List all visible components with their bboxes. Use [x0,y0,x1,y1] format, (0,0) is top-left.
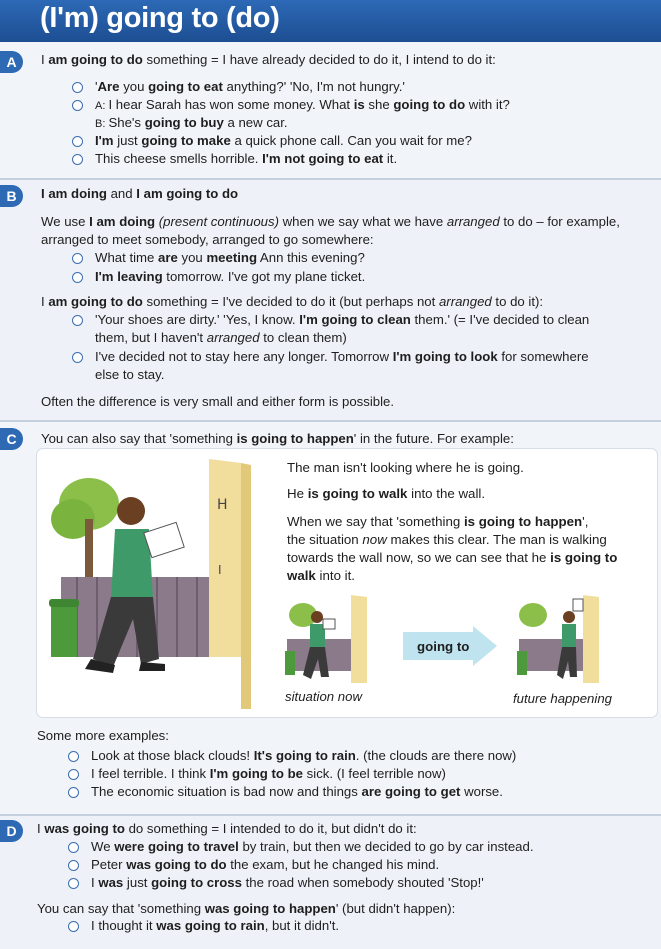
bullet-icon [68,751,79,762]
future-happening-illustration [517,595,609,685]
section-d [0,814,661,949]
example-d2: Peter was going to do the exam, but he changed his mind. [91,857,440,872]
example-c3: The economic situation is bad now and things are going to get worse. [91,784,503,799]
panel-line-2: He is going to walk into the wall. [287,486,486,501]
man-walking-illustration [41,459,281,709]
bullet-icon [72,136,83,147]
section-d-para2: You can say that 'something was going to happen' (but didn't happen): [37,901,456,916]
bullet-icon [68,787,79,798]
section-badge-b: B [0,185,23,207]
example-d4: I thought it was going to rain, but it didn't. [91,918,340,933]
situation-now-illustration [285,595,377,685]
panel-line-6: walk into it. [287,568,355,583]
bullet-icon [72,100,83,111]
svg-text:H: H [217,497,228,513]
section-b-para2: I am going to do something = I've decided to do it (but perhaps not arranged to do it): [41,294,544,309]
section-b-para1-cont: arranged to meet somebody, arranged to go somewhere: [41,232,374,247]
panel-line-3: When we say that 'something is going to happen', [287,514,589,529]
caption-situation-now: situation now [285,689,362,704]
bullet-icon [72,315,83,326]
example-b3-cont: them, but I haven't arranged to clean them) [95,330,347,345]
section-b [0,178,661,422]
example-a2-reply: B: She's going to buy a new car. [95,115,288,130]
section-b-para1: We use I am doing (present continuous) when we say what we have arranged to do – for example, [41,214,620,229]
section-badge-a: A [0,51,23,73]
bullet-icon [72,272,83,283]
example-c2: I feel terrible. I think I'm going to be sick. (I feel terrible now) [91,766,446,781]
bullet-icon [68,860,79,871]
svg-text:Ⅰ: Ⅰ [218,563,222,577]
example-b2: I'm leaving tomorrow. I've got my plane ticket. [95,269,366,284]
example-b1: What time are you meeting Ann this evening? [95,250,365,265]
section-a [0,42,661,178]
title-bar [0,0,661,42]
example-d1: We were going to travel by train, but then we decided to go by car instead. [91,839,534,854]
section-b-note: Often the difference is very small and either form is possible. [41,394,395,409]
example-d3: I was just going to cross the road when somebody shouted 'Stop!' [91,875,484,890]
example-c1: Look at those black clouds! It's going to rain. (the clouds are there now) [91,748,517,763]
section-badge-d: D [0,820,23,842]
section-d-intro: I was going to do something = I intended to do it, but didn't do it: [37,821,417,836]
example-b4: I've decided not to stay here any longer. Tomorrow I'm going to look for somewhere [95,349,589,364]
section-badge-c: C [0,428,23,450]
bullet-icon [68,921,79,932]
page-title: (I'm) going to (do) [40,2,280,34]
bullet-icon [72,352,83,363]
example-a3: I'm just going to make a quick phone call. Can you wait for me? [95,133,472,148]
example-a2: A: I hear Sarah has won some money. What is she going to do with it? [95,97,510,112]
bullet-icon [72,82,83,93]
section-c-intro: You can also say that 'something is going to happen' in the future. For example: [41,431,514,446]
bullet-icon [68,842,79,853]
panel-line-4: the situation now makes this clear. The man is walking [287,532,607,547]
example-a4: This cheese smells horrible. I'm not going to eat it. [95,151,398,166]
illustration-panel [37,449,657,717]
example-b4-cont: else to stay. [95,367,165,382]
panel-line-5: towards the wall now, so we can see that he is going to [287,550,618,565]
section-a-intro: I am going to do something = I have already decided to do it, I intend to do it: [41,52,496,67]
bullet-icon [68,769,79,780]
arrow-label: going to [417,639,470,654]
caption-future-happening: future happening [513,691,612,706]
bullet-icon [72,253,83,264]
bullet-icon [72,154,83,165]
example-b3: 'Your shoes are dirty.' 'Yes, I know. I'm going to clean them.' (= I've decided to clean [95,312,590,327]
panel-line-1: The man isn't looking where he is going. [287,460,524,475]
section-b-heading: I am doing and I am going to do [41,186,239,201]
bullet-icon [68,878,79,889]
section-c-more: Some more examples: [37,728,169,743]
example-a1: 'Are you going to eat anything?' 'No, I'm not hungry.' [95,79,405,94]
